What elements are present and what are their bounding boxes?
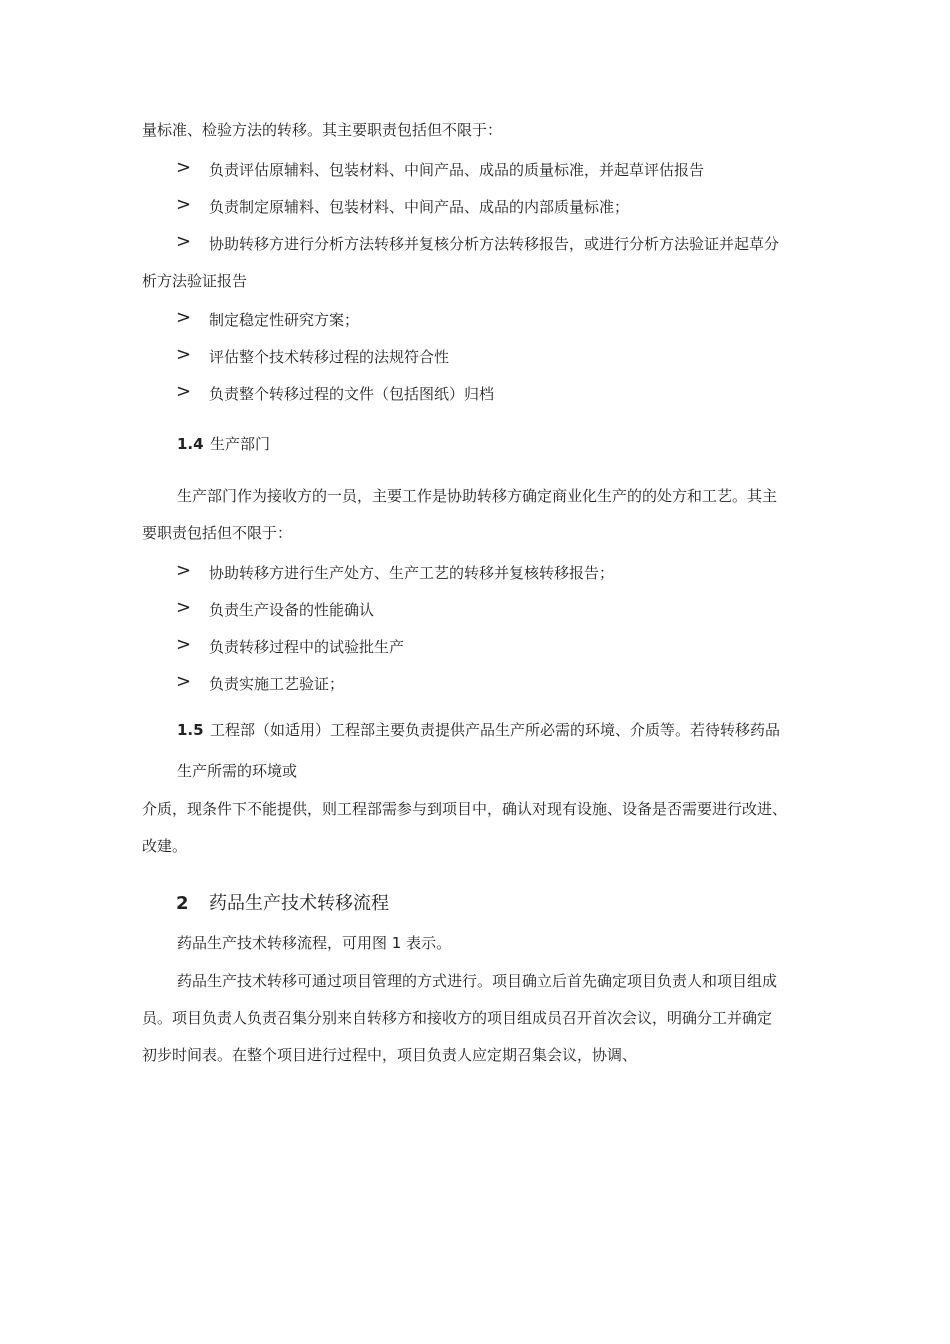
bullet-marker: > [176, 194, 192, 215]
intro-line: 量标准、检验方法的转移。其主要职责包括但不限于： [142, 121, 503, 139]
list-item: 负责评估原辅料、包装材料、中间产品、成品的质量标准，并起草评估报告 [209, 161, 705, 179]
paragraph-line: 介质，现条件下不能提供，则工程部需参与到项目中，确认对现有设施、设备是否需要进行改进、 [142, 800, 788, 818]
bullet-marker: > [176, 381, 192, 402]
list-item: 负责转移过程中的试验批生产 [209, 638, 405, 656]
bullet-marker: > [176, 231, 192, 252]
bullet-marker: > [176, 560, 192, 581]
paragraph-line: 生产所需的环境或 [177, 762, 298, 780]
list-item: 负责制定原辅料、包装材料、中间产品、成品的内部质量标准； [209, 198, 630, 216]
paragraph-line: 生产部门作为接收方的一员，主要工作是协助转移方确定商业化生产的的处方和工艺。其主 [177, 487, 778, 505]
section-text: 工程部（如适用）工程部主要负责提供产品生产所必需的环境、介质等。若待转移药品 [210, 721, 781, 739]
list-item: 负责生产设备的性能确认 [209, 601, 375, 619]
section-number: 1.4 [177, 435, 204, 453]
paragraph-line: 药品生产技术转移流程，可用图 1 表示。 [177, 934, 452, 952]
list-item: 协助转移方进行生产处方、生产工艺的转移并复核转移报告； [209, 564, 615, 582]
bullet-marker: > [176, 157, 192, 178]
bullet-marker: > [176, 671, 192, 692]
bullet-marker: > [176, 597, 192, 618]
paragraph-line: 员。项目负责人负责召集分别来自转移方和接收方的项目组成员召开首次会议，明确分工并确定 [142, 1009, 773, 1027]
list-item: 评估整个技术转移过程的法规符合性 [209, 348, 450, 366]
list-item: 负责实施工艺验证； [209, 675, 345, 693]
section-title: 药品生产技术转移流程 [209, 893, 389, 914]
list-item: 协助转移方进行分析方法转移并复核分析方法转移报告，或进行分析方法验证并起草分 [209, 235, 780, 253]
paragraph-line: 要职责包括但不限于： [142, 524, 293, 542]
list-item: 制定稳定性研究方案； [209, 311, 360, 329]
paragraph-line: 初步时间表。在整个项目进行过程中，项目负责人应定期召集会议，协调、 [142, 1046, 638, 1064]
paragraph-line: 改建。 [142, 837, 188, 855]
bullet-marker: > [176, 634, 192, 655]
section-number: 2 [176, 893, 189, 914]
list-item: 负责整个转移过程的文件（包括图纸）归档 [209, 385, 495, 403]
section-title: 生产部门 [210, 435, 271, 453]
bullet-marker: > [176, 307, 192, 328]
bullet-marker: > [176, 344, 192, 365]
section-number: 1.5 [177, 721, 204, 739]
list-item-continuation: 析方法验证报告 [142, 272, 248, 290]
paragraph-line: 药品生产技术转移可通过项目管理的方式进行。项目确立后首先确定项目负责人和项目组成 [177, 972, 778, 990]
